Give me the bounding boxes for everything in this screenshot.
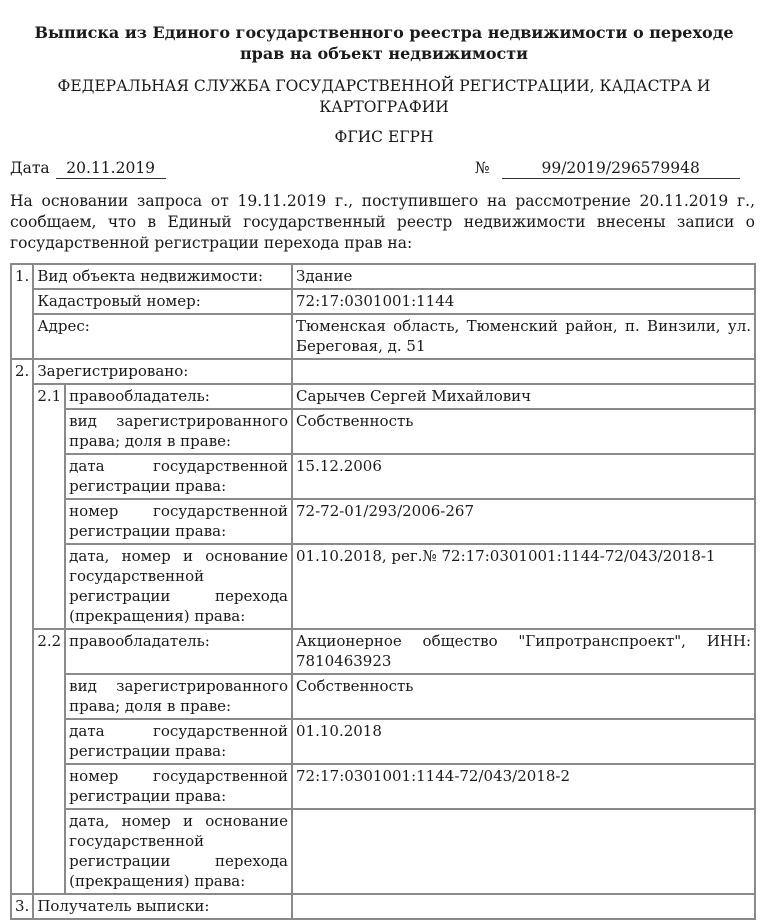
- date-field: [10, 158, 166, 179]
- number-value: 99/2019/296579948: [502, 158, 740, 179]
- table-row: [11, 809, 755, 894]
- agency-name: ФЕДЕРАЛЬНАЯ СЛУЖБА ГОСУДАРСТВЕННОЙ РЕГИСТРАЦИИ, КАДАСТРА И КАРТОГРАФИИ: [57, 77, 711, 116]
- holder-number: 2.1: [33, 384, 65, 629]
- row-value: [292, 894, 755, 919]
- row-label: дата государственной регистрации права:: [65, 719, 292, 764]
- table-row: [11, 454, 755, 499]
- row-value: Собственность: [292, 674, 755, 719]
- row-label: вид зарегистрированного права; доля в праве:: [65, 674, 292, 719]
- table-row: [11, 264, 755, 289]
- row-label: правообладатель:: [65, 384, 292, 409]
- table-row: [11, 764, 755, 809]
- table-row: [11, 314, 755, 359]
- table-row: [11, 544, 755, 629]
- number-field: [475, 158, 740, 179]
- document-title: Выписка из Единого государственного реестра недвижимости о переходе прав на объект недвижимости: [34, 23, 734, 63]
- row-value: 01.10.2018, рег.№ 72:17:0301001:1144-72/043/2018-1: [292, 544, 755, 629]
- row-label: дата, номер и основание государственной регистрации перехода (прекращения) права:: [65, 544, 292, 629]
- table-row: [11, 499, 755, 544]
- row-value: 72-72-01/293/2006-267: [292, 499, 755, 544]
- row-label: номер государственной регистрации права:: [65, 499, 292, 544]
- row-label: правообладатель:: [65, 629, 292, 674]
- intro-paragraph: На основании запроса от 19.11.2019 г., поступившего на рассмотрение 20.11.2019 г., сообщаем, что в Единый государственный реестр недвижимости внесены записи о государственной регистрации перехода прав на:: [10, 192, 755, 252]
- table-row: [11, 409, 755, 454]
- row-label: номер государственной регистрации права:: [65, 764, 292, 809]
- row-value: Сарычев Сергей Михайлович: [292, 384, 755, 409]
- row-value: 72:17:0301001:1144: [292, 289, 755, 314]
- section-number: 1.: [11, 264, 33, 359]
- row-label: Вид объекта недвижимости:: [33, 264, 292, 289]
- section-number: 3.: [11, 894, 33, 919]
- table-row: [11, 894, 755, 919]
- row-label: дата, номер и основание государственной регистрации перехода (прекращения) права:: [65, 809, 292, 894]
- row-label: Получатель выписки:: [33, 894, 292, 919]
- holder-number: 2.2: [33, 629, 65, 894]
- table-row: [11, 719, 755, 764]
- row-value: 15.12.2006: [292, 454, 755, 499]
- system-name: ФГИС ЕГРН: [334, 128, 434, 146]
- row-value: [292, 809, 755, 894]
- row-label: Зарегистрировано:: [33, 359, 292, 384]
- row-value: Собственность: [292, 409, 755, 454]
- table-row: [11, 289, 755, 314]
- table-row: [11, 384, 755, 409]
- row-value: Здание: [292, 264, 755, 289]
- registry-table: [10, 263, 756, 920]
- row-label: дата государственной регистрации права:: [65, 454, 292, 499]
- number-label: №: [475, 159, 490, 177]
- section-number: 2.: [11, 359, 33, 894]
- row-value: Тюменская область, Тюменский район, п. Винзили, ул. Береговая, д. 51: [292, 314, 755, 359]
- row-value: [292, 359, 755, 384]
- row-label: Кадастровый номер:: [33, 289, 292, 314]
- table-row: [11, 629, 755, 674]
- row-label: вид зарегистрированного права; доля в праве:: [65, 409, 292, 454]
- row-value: 72:17:0301001:1144-72/043/2018-2: [292, 764, 755, 809]
- table-row: [11, 359, 755, 384]
- row-value: Акционерное общество "Гипротранспроект", ИНН: 7810463923: [292, 629, 755, 674]
- date-value: 20.11.2019: [56, 158, 166, 179]
- row-label: Адрес:: [33, 314, 292, 359]
- row-value: 01.10.2018: [292, 719, 755, 764]
- date-label: Дата: [10, 159, 50, 177]
- table-row: [11, 674, 755, 719]
